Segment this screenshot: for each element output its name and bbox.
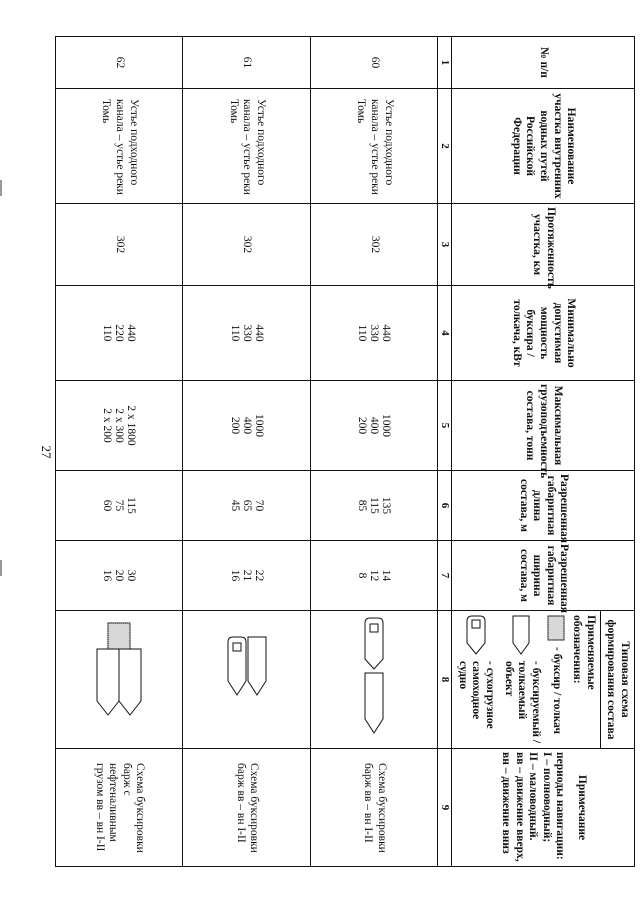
col-header-scheme: [452, 611, 635, 749]
scan-mark: [0, 560, 2, 576]
col-header-max-width: Разрешенная габаритная ширина состава, м: [452, 541, 635, 611]
convoy-scheme-side-by-side: [212, 615, 282, 745]
value: 1000: [252, 414, 265, 437]
row-scheme: [56, 611, 183, 749]
row-power: [183, 286, 310, 381]
column-number: 3: [438, 204, 452, 286]
row-power: [56, 286, 183, 381]
row-max-width: [56, 541, 183, 611]
row-note: Схема буксировки барж вв – вн I-II: [183, 749, 310, 867]
row-max-length: [183, 471, 310, 541]
value: 110: [356, 324, 369, 342]
value: 30: [125, 569, 138, 582]
value: 400: [368, 416, 381, 435]
row-max-width: [183, 541, 310, 611]
row-note: Схема буксировки барж с нефтеналивным грузом вв – вн I-II: [56, 749, 183, 867]
legend-item-barge: [501, 615, 542, 744]
row-num: 62: [56, 37, 183, 89]
table-row: [56, 37, 183, 867]
value: 16: [101, 569, 114, 582]
column-number: 9: [438, 749, 452, 867]
note-line: I – полноводный;: [540, 752, 553, 843]
navigation-table: [55, 36, 635, 867]
row-max-length: [56, 471, 183, 541]
legend-item-tug: [547, 615, 565, 744]
table-row: [183, 37, 310, 867]
legend-label-barge: - буксируемый / толкаемый объект: [502, 661, 542, 744]
legend-label-tug: - буксир / толкач: [550, 647, 563, 734]
row-capacity: [56, 381, 183, 471]
row-scheme: [183, 611, 310, 749]
row-length: 302: [310, 204, 437, 286]
value: 65: [240, 499, 253, 512]
col-header-length: Протяженность участка, км: [452, 204, 635, 286]
value: 220: [113, 324, 126, 342]
row-power: [310, 286, 437, 381]
value: 22: [252, 569, 265, 582]
convoy-scheme-push-tow: [84, 615, 154, 745]
row-num: 61: [183, 37, 310, 89]
column-number: 6: [438, 471, 452, 541]
column-number: 5: [438, 381, 452, 471]
col-header-num: № п/п: [452, 37, 635, 89]
note-title: Примечание: [575, 774, 588, 841]
value: 110: [101, 324, 114, 342]
row-name: Устье подходного канала – устье реки Томь: [183, 89, 310, 204]
column-number: 2: [438, 89, 452, 204]
value: 400: [240, 416, 253, 435]
value: 115: [368, 497, 381, 514]
row-capacity: [310, 381, 437, 471]
note-line: вв – движение вверх,: [513, 752, 526, 862]
legend-item-self-propelled: [455, 615, 496, 744]
value: 2 х 200: [101, 408, 114, 443]
col-header-note: [452, 749, 635, 867]
col-header-power: Минимально допустимая мощность буксира / толкача, кВт: [452, 286, 635, 381]
col-header-max-length: Разрешенная габаритная длина состава, м: [452, 471, 635, 541]
note-line: вн – движение вниз: [500, 752, 513, 854]
row-capacity: [183, 381, 310, 471]
rotated-table-wrapper: [55, 36, 635, 866]
value: 440: [125, 324, 138, 342]
row-name: Устье подходного канала – устье реки Томь: [56, 89, 183, 204]
scan-mark: [0, 180, 2, 196]
header-row: [452, 37, 635, 867]
column-number: 7: [438, 541, 452, 611]
note-line: периоды навигации:: [554, 752, 567, 860]
legend-title: Применяемые обозначения:: [571, 615, 597, 690]
legend-label-self-propelled: - сухогрузное самоходное судно: [456, 661, 497, 729]
column-number-row: [438, 37, 452, 867]
value: 20: [113, 569, 126, 582]
value: 21: [240, 569, 253, 582]
value: 440: [252, 324, 265, 342]
value: 60: [101, 499, 114, 512]
column-number: 4: [438, 286, 452, 381]
value: 2 х 300: [113, 408, 126, 443]
value: 85: [356, 499, 369, 512]
value: 200: [356, 416, 369, 435]
convoy-scheme-line: [339, 615, 409, 745]
row-name: Устье подходного канала – устье реки Томь: [310, 89, 437, 204]
value: 110: [228, 324, 241, 342]
scheme-title: Типовая схема формирования состава: [600, 611, 634, 748]
col-header-name: Наименование участка внутренних водных путей Российской Федерации: [452, 89, 635, 204]
value: 330: [240, 324, 253, 342]
row-max-width: [310, 541, 437, 611]
value: 1000: [380, 414, 393, 437]
barge-icon: [512, 615, 530, 655]
value: 70: [252, 499, 265, 512]
row-scheme: [310, 611, 437, 749]
row-num: 60: [310, 37, 437, 89]
row-max-length: [310, 471, 437, 541]
row-length: 302: [183, 204, 310, 286]
value: 14: [380, 569, 393, 582]
self-propelled-ship-icon: [466, 615, 486, 655]
value: 16: [228, 569, 241, 582]
row-note: Схема буксировки барж вв – вн I-II: [310, 749, 437, 867]
note-line: II – маловодный.: [527, 752, 540, 841]
value: 12: [368, 569, 381, 582]
tug-icon: [547, 615, 565, 641]
page-number: 27: [39, 445, 54, 459]
value: 75: [113, 499, 126, 512]
value: 135: [380, 496, 393, 515]
value: 45: [228, 499, 241, 512]
value: 2 х 1800: [125, 405, 138, 446]
column-number: 1: [438, 37, 452, 89]
value: 330: [368, 324, 381, 342]
row-length: 302: [56, 204, 183, 286]
col-header-capacity: Максимальная грузоподъемность состава, тонн: [452, 381, 635, 471]
value: 8: [356, 572, 369, 579]
column-number: 8: [438, 611, 452, 749]
table-landscape: [55, 36, 635, 866]
value: 115: [125, 497, 138, 514]
value: 440: [380, 324, 393, 342]
table-row: [310, 37, 437, 867]
value: 200: [228, 416, 241, 435]
scheme-legend: [452, 611, 634, 748]
